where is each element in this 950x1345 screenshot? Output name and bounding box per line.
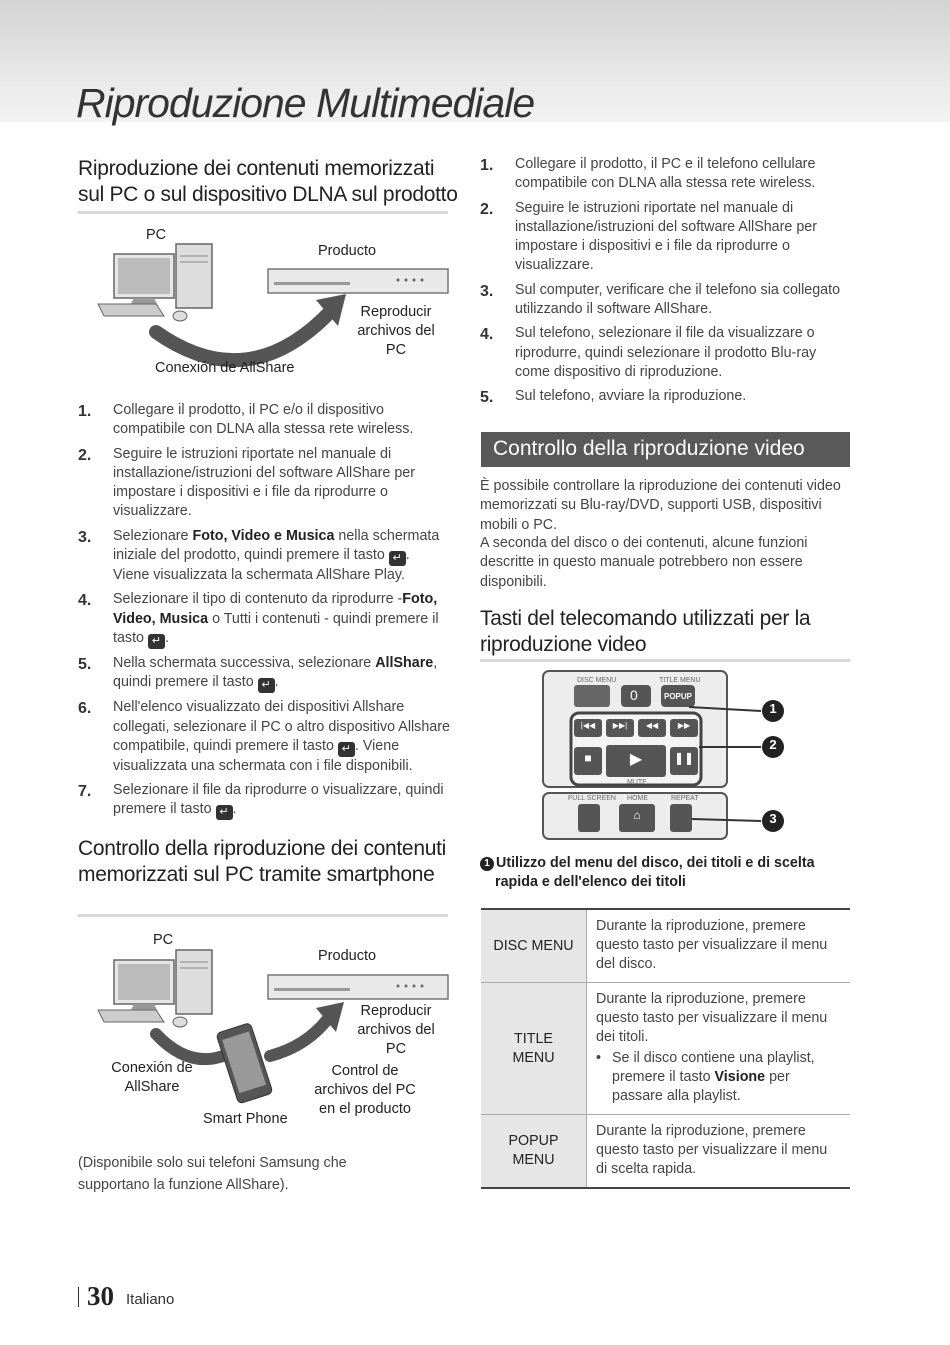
table-key-cell <box>481 1115 587 1189</box>
table-desc-cell: Durante la riproduzione, premere questo tasto per visualizzare il menu del disco. <box>587 909 851 983</box>
availability-note: (Disponibile solo sui telefoni Samsung che supportano la funzione AllShare). <box>78 1155 347 1193</box>
step-item: 2. Seguire le istruzioni riportate nel manuale di installazione/istruzioni del software AllShare per impostare i dispositivi e i file da riprodurre o visualizzare. <box>480 199 817 274</box>
rewind-icon[interactable]: ◀◀ <box>645 721 659 730</box>
table-desc-cell: Durante la riproduzione, premere questo tasto per visualizzare il menu di scelta rapida. <box>587 1115 851 1189</box>
callout-caption <box>480 854 845 893</box>
step-item: 7. Selezionare il file da riprodurre o visualizzare, quindi premere il tasto ↵ . <box>78 782 444 819</box>
step-item: 5. Sul telefono, avviare la riproduzione. <box>480 388 747 407</box>
step-item: 6. Nell'elenco visualizzato dei dispositivi Allshare collegati, selezionare il PC o altro dispositivo Allshare compatibile, quindi premere il tasto ↵ . Viene visualizzata una schermata con i file disponibili. <box>78 699 450 774</box>
enter-key-icon: ↵ <box>216 805 233 820</box>
table-key-cell <box>481 983 587 1115</box>
page-number: 30 <box>87 1281 114 1311</box>
section-heading-remote-keys: Tasti del telecomando utilizzati per la riproduzione video <box>480 607 811 656</box>
enter-key-icon: ↵ <box>258 678 275 693</box>
footer-divider <box>78 1287 79 1307</box>
step-item: 1. Collegare il prodotto, il PC e/o il dispositivo compatibile con DLNA alla stessa rete wireless. <box>78 402 414 438</box>
product-label: Producto <box>318 243 377 259</box>
popup-key[interactable]: POPUP <box>664 692 693 701</box>
enter-key-icon: ↵ <box>338 742 355 757</box>
table-key-text: TITLE MENU <box>512 1030 555 1066</box>
enter-key-icon: ↵ <box>389 551 406 566</box>
callout-3: 3 <box>769 811 777 826</box>
heading-rule <box>78 211 448 214</box>
step-item: 2. Seguire le istruzioni riportate nel manuale di installazione/istruzioni del software AllShare per impostare i dispositivi e i file da riprodurre o visualizzare. <box>78 445 415 520</box>
table-row <box>481 909 850 983</box>
fast-forward-icon[interactable]: ▶▶ <box>677 721 691 730</box>
pc-label: PC <box>153 932 174 948</box>
video-intro-1: È possibile controllare la riproduzione dei contenuti video memorizzati su Blu-ray/DVD, supporti USB, dispositivi mobili o PC. <box>480 478 841 533</box>
skip-forward-icon[interactable]: ▶▶| <box>612 721 628 730</box>
table-key-cell: DISC MENU <box>481 909 587 983</box>
home-icon[interactable]: ⌂ <box>633 808 641 822</box>
connection-label: Conexión de AllShare <box>155 360 295 376</box>
skip-back-icon[interactable]: |◀◀ <box>580 721 596 730</box>
stop-icon[interactable]: ■ <box>584 751 592 765</box>
step-item: 1. Collegare il prodotto, il PC e il telefono cellulare compatibile con DLNA alla stessa rete wireless. <box>480 156 816 192</box>
repeat-label: REPEAT <box>671 795 699 802</box>
table-key-text: POPUP MENU <box>508 1133 559 1168</box>
callout-caption-text: Utilizzo del menu del disco, dei titoli e di scelta rapida e dell'elenco dei titoli <box>495 855 815 891</box>
mute-label: MUTE <box>627 779 647 786</box>
callout-1: 1 <box>769 701 777 716</box>
section-bar-video-control <box>481 432 850 467</box>
enter-key-icon: ↵ <box>148 634 165 649</box>
callout-2: 2 <box>769 737 777 752</box>
play-icon[interactable]: ▶ <box>629 751 643 768</box>
steps-list-pc <box>78 401 450 825</box>
product-label: Producto <box>318 948 377 964</box>
step-item: 4. Sul telefono, selezionare il file da visualizzare o riprodurre, quindi selezionare il prodotto Blu-ray come dispositivo di riproduzione. <box>480 325 817 380</box>
table-desc-cell <box>587 983 851 1115</box>
full-screen-label: FULL SCREEN <box>568 795 616 802</box>
step-item: 5. Nella schermata successiva, selezionare AllShare, quindi premere il tasto ↵ . <box>78 654 438 692</box>
home-label: HOME <box>627 795 648 802</box>
pause-icon[interactable]: ❚❚ <box>673 751 695 765</box>
section-heading-pc-dlna: Riproduzione dei contenuti memorizzati sul PC o sul dispositivo DLNA sul prodotto <box>78 157 458 206</box>
heading-rule <box>480 659 850 662</box>
table-bullet: • Se il disco contiene una playlist, premere il tasto Visione per passare alla playlist. <box>596 1049 842 1106</box>
remote-key-table <box>481 908 850 1189</box>
page-title: Riproduzione Multimediale <box>76 80 535 126</box>
table-desc-text: Durante la riproduzione, premere questo tasto per visualizzare il menu dei titoli. <box>596 991 828 1045</box>
pc-label: PC <box>146 227 167 243</box>
footer-language: Italiano <box>126 1291 175 1308</box>
disc-menu-label: DISC MENU <box>577 677 617 684</box>
steps-list-smartphone <box>480 155 850 412</box>
smart-phone-label: Smart Phone <box>203 1111 288 1127</box>
callout-marker-1: 1 <box>480 857 494 871</box>
heading-rule <box>78 914 448 917</box>
connection-label: Conexión de AllShare <box>111 1060 193 1095</box>
step-item: 4. Selezionare il tipo di contenuto da riprodurre -Foto, Video, Musica o Tutti i contenuti - quindi premere il tasto ↵ . <box>78 591 439 647</box>
table-row <box>481 1115 850 1189</box>
play-files-label: Reproducir archivos del PC <box>357 1003 435 1057</box>
play-files-label: Reproducir archivos del PC <box>357 304 435 358</box>
video-intro-2: A seconda del disco o dei contenuti, alcune funzioni descritte in questo manuale potrebbero non essere disponibili. <box>480 535 808 590</box>
step-item: 3. Sul computer, verificare che il telefono sia collegato utilizzando il software AllShare. <box>480 281 841 318</box>
control-files-label: Control de archivos del PC en el producto <box>314 1063 416 1117</box>
section-bar-title: Controllo della riproduzione video <box>493 437 805 460</box>
zero-key[interactable]: 0 <box>630 687 638 703</box>
title-menu-label: TITLE MENU <box>659 677 701 684</box>
section-heading-smartphone: Controllo della riproduzione dei contenuti memorizzati sul PC tramite smartphone <box>78 837 446 886</box>
step-item: 3. Selezionare Foto, Video e Musica nella schermata iniziale del prodotto, quindi premere il tasto ↵ . Viene visualizzata la schermata AllShare Play. <box>78 527 440 584</box>
table-row <box>481 983 850 1115</box>
